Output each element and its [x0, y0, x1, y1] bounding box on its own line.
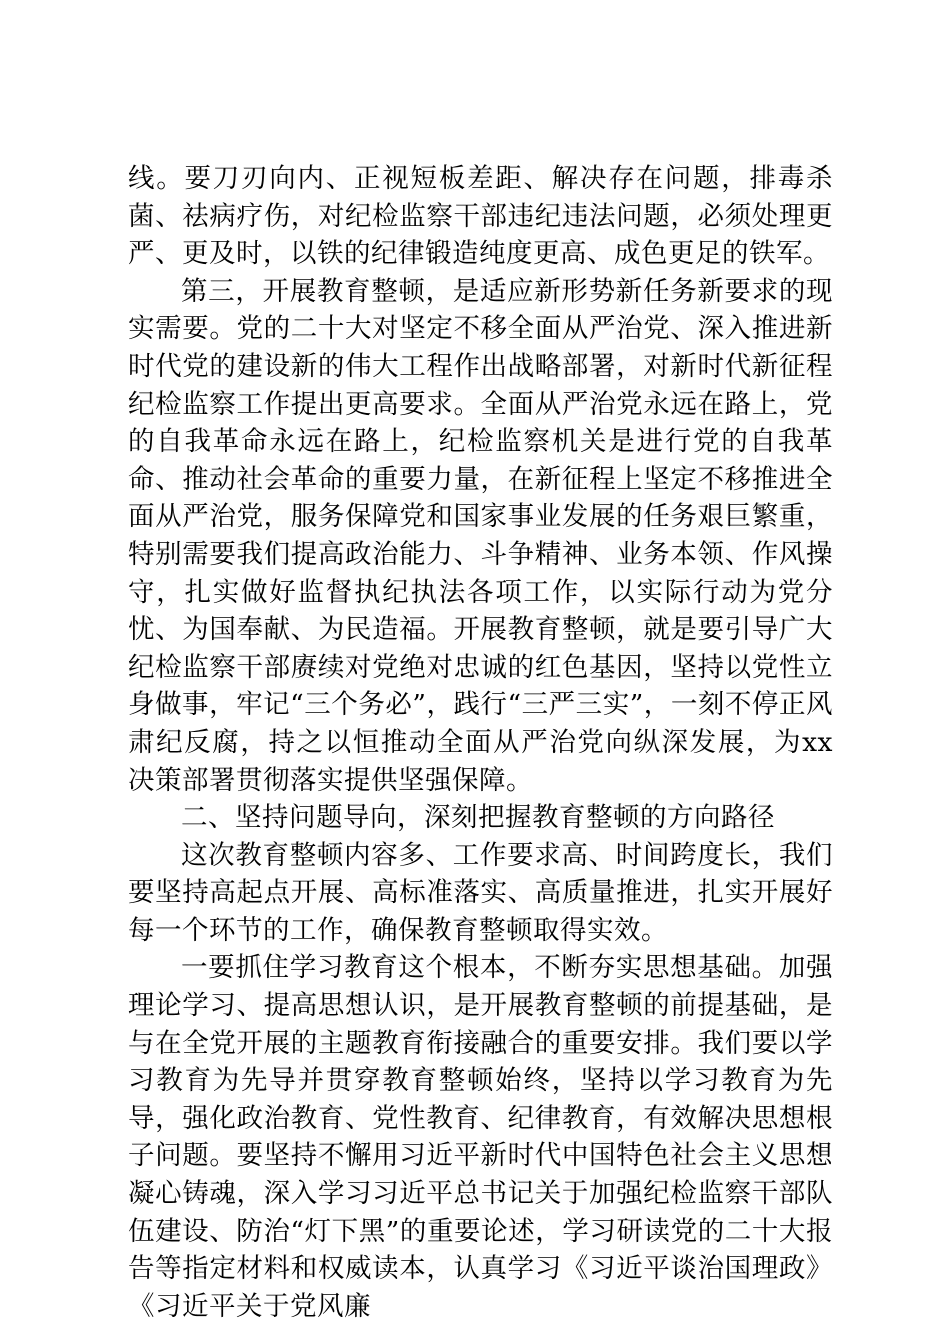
paragraph-third-point: 第三，开展教育整顿，是适应新形势新任务新要求的现实需要。党的二十大对坚定不移全面从严治党、深入推进新时代党的建设新的伟大工程作出战略部署，对新时代新征程纪检监察工作提出更高要求。全面从严治党永远在路上，党的自我革命永远在路上，纪检监察机关是进行党的自我革命、推动社会革命的重要力量，在新征程上坚定不移推进全面从严治党，服务保障党和国家事业发展的任务艰巨繁重，特别需要我们提高政治能力、斗争精神、业务本领、作风操守，扎实做好监督执纪执法各项工作，以实际行动为党分忧、为国奉献、为民造福。开展教育整顿，就是要引导广大纪检监察干部赓续对党绝对忠诚的红色基因，坚持以党性立身做事，牢记“三个务必”，践行“三严三实”，一刻不停正风肃纪反腐，持之以恒推动全面从严治党向纵深发展，为xx决策部署贯彻落实提供坚强保障。 [128, 275, 833, 796]
document-body [128, 160, 833, 1325]
section-heading-two: 二、坚持问题导向，深刻把握教育整顿的方向路径 [181, 802, 775, 834]
paragraph-intro: 这次教育整顿内容多、工作要求高、时间跨度长，我们要坚持高起点开展、高标准落实、高质量推进，扎实开展好每一个环节的工作，确保教育整顿取得实效。 [128, 839, 833, 946]
paragraph-first-requirement: 一要抓住学习教育这个根本，不断夯实思想基础。加强理论学习、提高思想认识，是开展教育整顿的前提基础，是与在全党开展的主题教育衔接融合的重要安排。我们要以学习教育为先导并贯穿教育整顿始终，坚持以学习教育为先导，强化政治教育、党性教育、纪律教育，有效解决思想根子问题。要坚持不懈用习近平新时代中国特色社会主义思想凝心铸魂，深入学习习近平总书记关于加强纪检监察干部队伍建设、防治“灯下黑”的重要论述，学习研读党的二十大报告等指定材料和权威读本，认真学习《习近平谈治国理政》《习近平关于党风廉 [128, 952, 833, 1322]
paragraph-continuation: 线。要刀刃向内、正视短板差距、解决存在问题，排毒杀菌、祛病疗伤，对纪检监察干部违纪违法问题，必须处理更严、更及时，以铁的纪律锻造纯度更高、成色更足的铁军。 [128, 163, 833, 270]
